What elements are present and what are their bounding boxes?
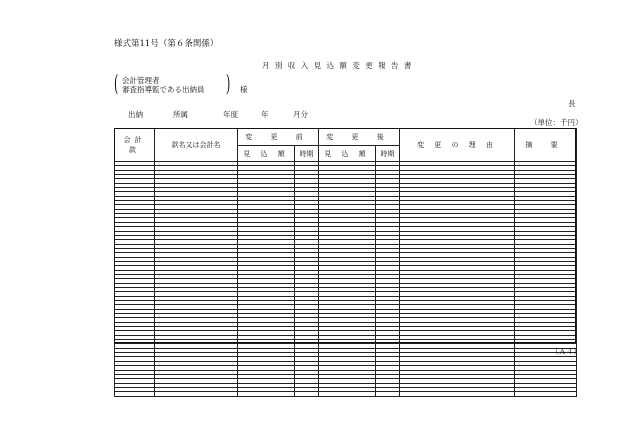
header-after-timing: 時期 [376, 146, 400, 162]
addressee-line-1: 会計管理者 [122, 76, 160, 85]
header-after-change: 変 更 後 [319, 129, 400, 146]
table-body [115, 162, 577, 397]
addressee-line-2: 審査指導監である出納員 [122, 85, 205, 94]
table-cell[interactable] [515, 392, 577, 396]
form-number: 様式第11号（第６条関係） [114, 39, 219, 49]
table-cell[interactable] [295, 392, 319, 396]
right-bracket: ) [226, 72, 231, 97]
table-cell[interactable] [238, 392, 295, 396]
field-label-nendo: 年度 [223, 110, 238, 119]
field-label-shozoku: 所属 [173, 110, 188, 119]
field-label-year: 年 [261, 110, 269, 119]
table-cell[interactable] [319, 392, 376, 396]
recipient-suffix: 長 [568, 99, 576, 108]
header-before-timing: 時期 [295, 146, 319, 162]
header-reason: 変 更 の 理 由 [400, 129, 515, 162]
unit-note: （単位：千円） [530, 118, 583, 127]
table-cell[interactable] [400, 392, 515, 396]
header-before-estimate: 見 込 額 [238, 146, 295, 162]
header-before-change: 変 更 前 [238, 129, 319, 146]
field-label-suitou: 出納 [128, 110, 143, 119]
table-cell[interactable] [155, 392, 238, 396]
left-bracket: ( [114, 72, 119, 97]
table-cell[interactable] [115, 392, 155, 396]
header-remarks: 摘 要 [515, 129, 577, 162]
document-title: 月別収入見込額変更報告書 [262, 61, 417, 70]
report-table [114, 128, 577, 397]
paper-size-note: （Ａ４） [551, 347, 581, 356]
table-row [115, 392, 577, 396]
addressee-suffix: 様 [240, 85, 248, 94]
header-after-estimate: 見 込 額 [319, 146, 376, 162]
header-item-name: 款名又は会計名 [155, 129, 238, 162]
field-label-month: 月分 [293, 110, 308, 119]
header-accounting: 会計 款 [115, 129, 155, 162]
table-cell[interactable] [376, 392, 400, 396]
